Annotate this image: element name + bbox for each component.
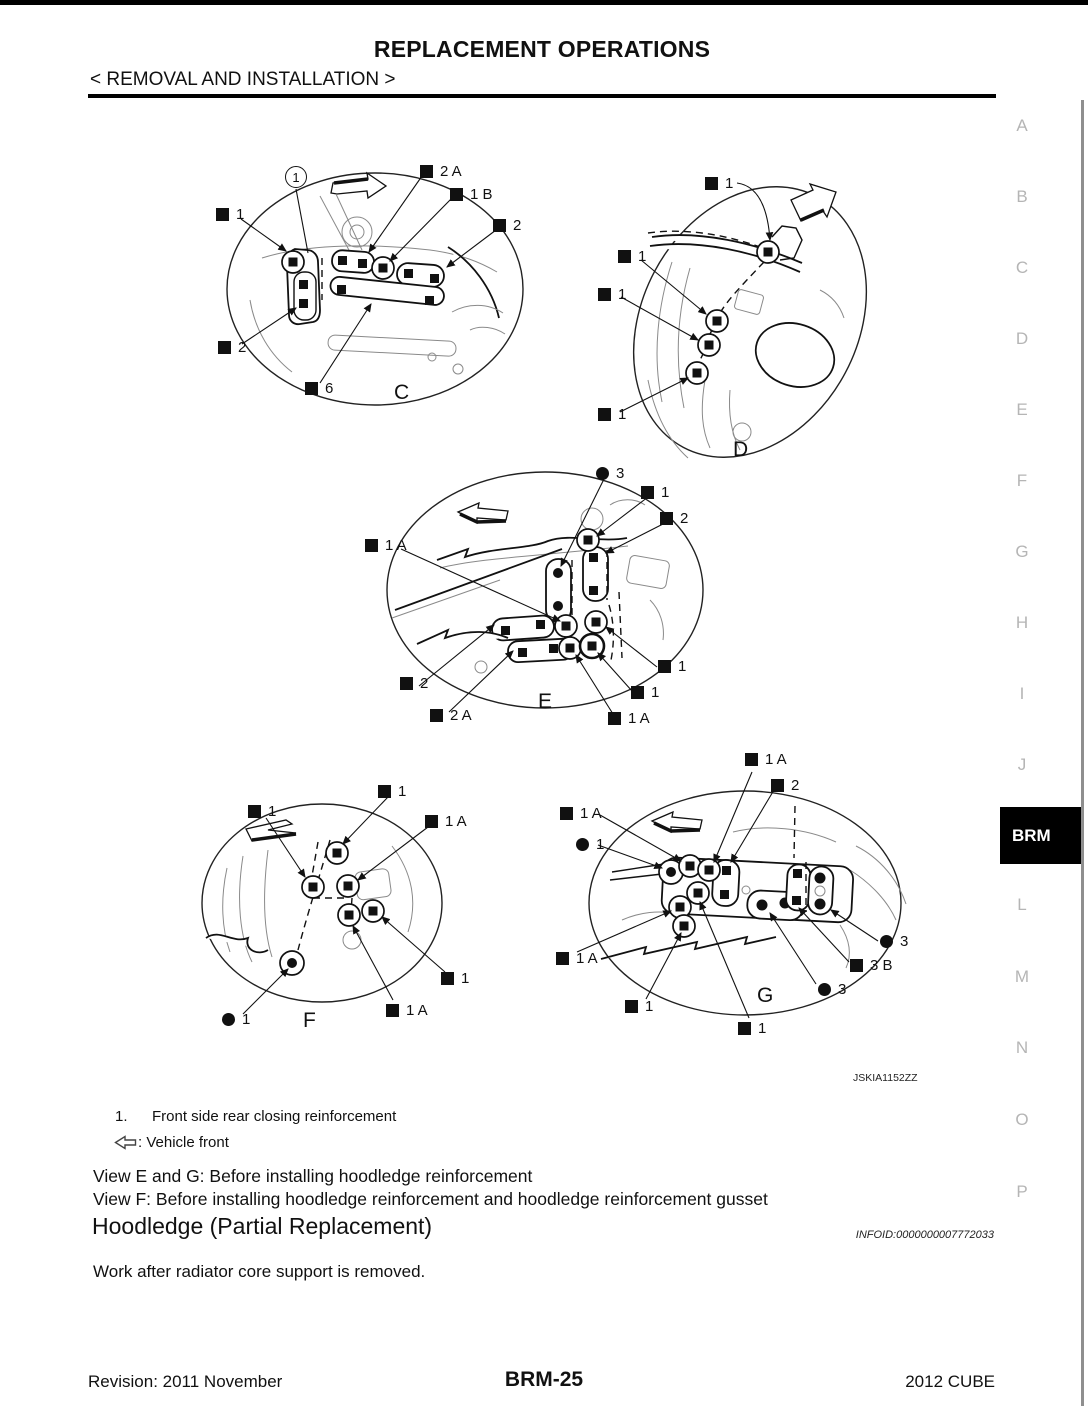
view-D-drawing bbox=[588, 146, 912, 498]
callout-text: 1 bbox=[645, 998, 654, 1015]
view-letter-G: G bbox=[757, 984, 774, 1007]
weld-callout bbox=[441, 970, 469, 987]
weld-callout bbox=[598, 286, 626, 303]
weld-callout bbox=[400, 675, 428, 692]
active-tab-label: BRM bbox=[1012, 826, 1051, 845]
weld-callout bbox=[378, 783, 406, 800]
square-marker-icon bbox=[305, 382, 318, 395]
callout-text: 1 bbox=[398, 783, 407, 800]
square-marker-icon bbox=[850, 959, 863, 972]
sidebar-tab-i: I bbox=[1019, 684, 1025, 703]
dot-marker-icon bbox=[818, 983, 831, 996]
weld-callout bbox=[771, 777, 799, 794]
sidebar-tab-a: A bbox=[1016, 116, 1028, 135]
square-marker-icon bbox=[771, 779, 784, 792]
callout-text: 3 B bbox=[870, 957, 893, 974]
callout-text: 1 A bbox=[445, 813, 467, 830]
callout-text: 3 bbox=[616, 465, 625, 482]
weld-callout bbox=[386, 1002, 428, 1019]
callout-text: 1 bbox=[618, 406, 627, 423]
dot-marker-icon bbox=[596, 467, 609, 480]
square-marker-icon bbox=[745, 753, 758, 766]
view-letter-D: D bbox=[733, 438, 749, 461]
weld-callout bbox=[430, 707, 472, 724]
vehicle-front-legend bbox=[114, 1134, 229, 1151]
dot-marker-icon bbox=[880, 935, 893, 948]
footer-page-number: BRM-25 bbox=[504, 1368, 584, 1391]
footer-model: 2012 CUBE bbox=[905, 1372, 995, 1391]
callout-text: 2 A bbox=[450, 707, 472, 724]
page-title: REPLACEMENT OPERATIONS bbox=[373, 36, 711, 62]
vehicle-front-label: : Vehicle front bbox=[138, 1134, 229, 1151]
callout-text: 2 bbox=[420, 675, 429, 692]
callout-text: 1 bbox=[268, 803, 277, 820]
square-marker-icon bbox=[618, 250, 631, 263]
sidebar-tab-d: D bbox=[1015, 329, 1029, 348]
figure-image-code: JSKIA1152ZZ bbox=[853, 1072, 918, 1084]
square-marker-icon bbox=[658, 660, 671, 673]
square-marker-icon bbox=[430, 709, 443, 722]
page-subtitle: < REMOVAL AND INSTALLATION > bbox=[90, 69, 396, 90]
sidebar-tab-l: L bbox=[1017, 895, 1027, 914]
view-letter-E: E bbox=[538, 690, 553, 713]
sidebar-tab-h: H bbox=[1015, 613, 1029, 632]
vehicle-front-arrow-icon bbox=[114, 1135, 137, 1150]
weld-callout bbox=[850, 957, 893, 974]
square-marker-icon bbox=[216, 208, 229, 221]
sidebar-tab-o: O bbox=[1015, 1110, 1029, 1129]
callout-text: 1 bbox=[596, 836, 605, 853]
callout-text: 1 A bbox=[628, 710, 650, 727]
square-marker-icon bbox=[400, 677, 413, 690]
weld-callout bbox=[596, 465, 624, 482]
callout-text: 1 A bbox=[580, 805, 602, 822]
weld-callout bbox=[216, 206, 244, 223]
weld-callout bbox=[660, 510, 688, 527]
weld-callout bbox=[493, 217, 521, 234]
sidebar-tab-f: F bbox=[1016, 471, 1028, 490]
view-letter-F: F bbox=[303, 1009, 316, 1032]
legend-item-number: 1. bbox=[115, 1108, 128, 1125]
callout-text: 1 A bbox=[576, 950, 598, 967]
section-body-text: Work after radiator core support is removed. bbox=[93, 1262, 426, 1281]
callout-text: 1 bbox=[678, 658, 687, 675]
square-marker-icon bbox=[641, 486, 654, 499]
sidebar-tab-e: E bbox=[1016, 400, 1028, 419]
weld-callout bbox=[576, 836, 604, 853]
weld-callout bbox=[631, 684, 659, 701]
footer-revision: Revision: 2011 November bbox=[88, 1372, 283, 1391]
view-letter-C: C bbox=[394, 381, 410, 404]
square-marker-icon bbox=[598, 288, 611, 301]
callout-text: 1 bbox=[242, 1011, 251, 1028]
callout-text: 2 bbox=[791, 777, 800, 794]
callout-text: 1 bbox=[638, 248, 647, 265]
weld-callout bbox=[738, 1020, 766, 1037]
weld-callout bbox=[880, 933, 908, 950]
callout-text: 1 bbox=[651, 684, 660, 701]
infoid-code: INFOID:0000000007772033 bbox=[855, 1229, 994, 1241]
weld-callout bbox=[745, 751, 787, 768]
square-marker-icon bbox=[598, 408, 611, 421]
weld-callout bbox=[560, 805, 602, 822]
weld-callout bbox=[365, 537, 407, 554]
view-F-drawing bbox=[202, 797, 445, 1014]
square-marker-icon bbox=[625, 1000, 638, 1013]
view-G-drawing bbox=[577, 772, 909, 1018]
weld-callout bbox=[658, 658, 686, 675]
square-marker-icon bbox=[386, 1004, 399, 1017]
callout-text: 1 bbox=[758, 1020, 767, 1037]
legend-item-1 bbox=[115, 1108, 396, 1125]
callout-text: 1 bbox=[661, 484, 670, 501]
square-marker-icon bbox=[608, 712, 621, 725]
sidebar-tab-p: P bbox=[1016, 1182, 1028, 1201]
weld-callout bbox=[425, 813, 467, 830]
square-marker-icon bbox=[660, 512, 673, 525]
sidebar-tab-g: G bbox=[1015, 542, 1029, 561]
note-view-f: View F: Before installing hoodledge reinforcement and hoodledge reinforcement gusset bbox=[93, 1189, 768, 1209]
callout-text: 1 bbox=[461, 970, 470, 987]
section-heading: Hoodledge (Partial Replacement) bbox=[92, 1213, 433, 1239]
callout-text: 1 bbox=[725, 175, 734, 192]
callout-text: 3 bbox=[838, 981, 847, 998]
weld-callout bbox=[608, 710, 650, 727]
sidebar-tab-b: B bbox=[1016, 187, 1028, 206]
sidebar-tab-brm-active bbox=[1000, 807, 1084, 864]
sidebar-tab-n: N bbox=[1015, 1038, 1029, 1057]
weld-callout bbox=[641, 484, 669, 501]
callout-text: 1 A bbox=[406, 1002, 428, 1019]
callout-text: 3 bbox=[900, 933, 909, 950]
callout-text: 6 bbox=[325, 380, 334, 397]
weld-callout bbox=[625, 998, 653, 1015]
callout-text: 2 bbox=[238, 339, 247, 356]
callout-text: 2 bbox=[513, 217, 522, 234]
weld-callout bbox=[305, 380, 333, 397]
view-E-drawing bbox=[387, 472, 703, 714]
note-view-e-g: View E and G: Before installing hoodledge reinforcement bbox=[93, 1166, 533, 1186]
view-C-drawing bbox=[227, 173, 523, 405]
weld-callout bbox=[556, 950, 598, 967]
sidebar-tab-m: M bbox=[1014, 967, 1030, 986]
callout-text: 1 A bbox=[765, 751, 787, 768]
weld-callout bbox=[818, 981, 846, 998]
square-marker-icon bbox=[556, 952, 569, 965]
callout-text: 1 bbox=[618, 286, 627, 303]
callout-text: 2 bbox=[680, 510, 689, 527]
callout-text: 1 bbox=[236, 206, 245, 223]
square-marker-icon bbox=[738, 1022, 751, 1035]
weld-callout bbox=[598, 406, 626, 423]
weld-callout bbox=[218, 339, 246, 356]
weld-callout bbox=[618, 248, 646, 265]
square-marker-icon bbox=[378, 785, 391, 798]
sidebar-tab-j: J bbox=[1017, 755, 1027, 774]
dot-marker-icon bbox=[576, 838, 589, 851]
dot-marker-icon bbox=[222, 1013, 235, 1026]
square-marker-icon bbox=[631, 686, 644, 699]
callout-text: 2 A bbox=[440, 163, 462, 180]
callout-text: 1 B bbox=[470, 186, 493, 203]
square-marker-icon bbox=[420, 165, 433, 178]
legend-item-text: Front side rear closing reinforcement bbox=[152, 1108, 397, 1125]
sidebar-tab-c: C bbox=[1015, 258, 1029, 277]
weld-callout bbox=[285, 166, 307, 188]
square-marker-icon bbox=[560, 807, 573, 820]
square-marker-icon bbox=[248, 805, 261, 818]
square-marker-icon bbox=[441, 972, 454, 985]
weld-callout bbox=[705, 175, 733, 192]
square-marker-icon bbox=[705, 177, 718, 190]
square-marker-icon bbox=[425, 815, 438, 828]
square-marker-icon bbox=[493, 219, 506, 232]
sidebar-rail bbox=[1081, 100, 1084, 1406]
square-marker-icon bbox=[450, 188, 463, 201]
weld-callout bbox=[248, 803, 276, 820]
circled-number-icon: 1 bbox=[285, 166, 307, 188]
weld-callout bbox=[450, 186, 493, 203]
square-marker-icon bbox=[218, 341, 231, 354]
callout-text: 1 A bbox=[385, 537, 407, 554]
weld-callout bbox=[420, 163, 462, 180]
square-marker-icon bbox=[365, 539, 378, 552]
weld-callout bbox=[222, 1011, 250, 1028]
